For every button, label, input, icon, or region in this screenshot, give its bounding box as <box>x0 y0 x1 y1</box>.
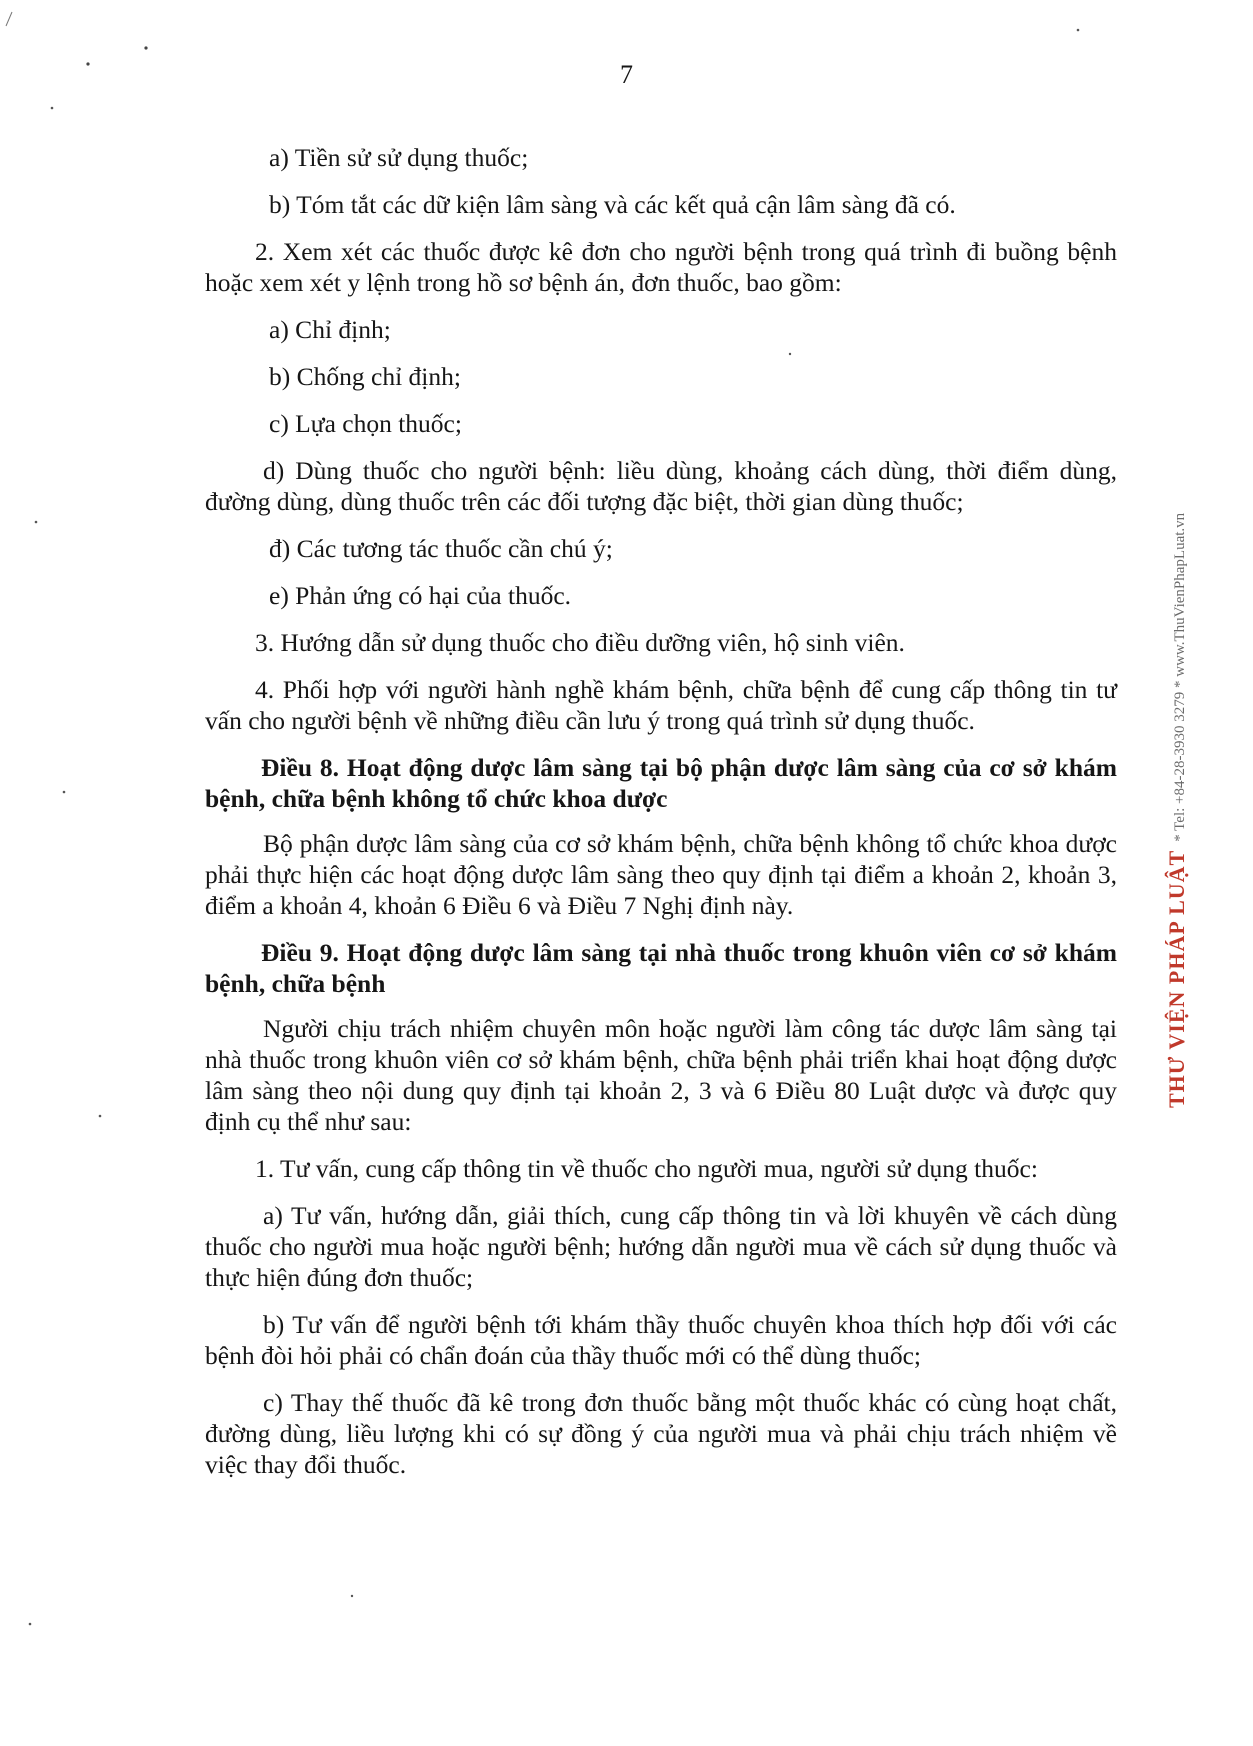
paragraph: 3. Hướng dẫn sử dụng thuốc cho điều dưỡng viên, hộ sinh viên. <box>255 628 905 657</box>
watermark-brand: THƯ VIỆN PHÁP LUẬT <box>1164 849 1189 1108</box>
watermark-contact: * Tel: +84-28-3930 3279 * www.ThuVienPhapLuat.vn <box>1172 512 1188 842</box>
speck <box>1077 29 1080 32</box>
watermark <box>1162 512 1192 1109</box>
article-heading: Điều 8. Hoạt động dược lâm sàng tại bộ phận dược lâm sàng của cơ sở khám bệnh, chữa bệnh không tổ chức khoa dược <box>205 753 1117 813</box>
paragraph: đ) Các tương tác thuốc cần chú ý; <box>269 534 613 563</box>
article-heading: Điều 9. Hoạt động dược lâm sàng tại nhà thuốc trong khuôn viên cơ sở khám bệnh, chữa bệnh <box>205 938 1117 998</box>
speck <box>29 1623 32 1626</box>
paragraph: d) Dùng thuốc cho người bệnh: liều dùng, khoảng cách dùng, thời điểm dùng, đường dùng, dùng thuốc trên các đối tượng đặc biệt, thời gian dùng thuốc; <box>205 456 1117 516</box>
paragraph: b) Chống chỉ định; <box>269 362 461 391</box>
speck <box>51 107 54 110</box>
paragraph: a) Tư vấn, hướng dẫn, giải thích, cung cấp thông tin và lời khuyên về cách dùng thuốc cho người mua hoặc người bệnh; hướng dẫn người mua về cách sử dụng thuốc và thực hiện đúng đơn thuốc; <box>205 1201 1117 1292</box>
page-number: 7 <box>620 60 633 89</box>
paragraph: 2. Xem xét các thuốc được kê đơn cho người bệnh trong quá trình đi buồng bệnh hoặc xem xét y lệnh trong hồ sơ bệnh án, đơn thuốc, bao gồm: <box>205 237 1117 297</box>
paragraph: a) Chỉ định; <box>269 315 391 344</box>
speck <box>144 46 147 49</box>
paragraph: b) Tư vấn để người bệnh tới khám thầy thuốc chuyên khoa thích hợp đối với các bệnh đòi hỏi phải có chẩn đoán của thầy thuốc mới có thể dùng thuốc; <box>205 1310 1117 1370</box>
paragraph: a) Tiền sử sử dụng thuốc; <box>269 143 529 172</box>
paragraph: c) Thay thế thuốc đã kê trong đơn thuốc bằng một thuốc khác có cùng hoạt chất, đường dùng, liều lượng khi có sự đồng ý của người mua và phải chịu trách nhiệm về việc thay đổi thuốc. <box>205 1388 1117 1479</box>
paragraph: Bộ phận dược lâm sàng của cơ sở khám bệnh, chữa bệnh không tổ chức khoa dược phải thực hiện các hoạt động dược lâm sàng theo quy định tại điểm a khoản 2, khoản 3, điểm a khoản 4, khoản 6 Điều 6 và Điều 7 Nghị định này. <box>205 829 1117 920</box>
speck <box>99 1115 102 1118</box>
speck <box>6 12 12 26</box>
paragraph: c) Lựa chọn thuốc; <box>269 409 462 438</box>
document-body <box>205 142 1117 1496</box>
paragraph: 1. Tư vấn, cung cấp thông tin về thuốc cho người mua, người sử dụng thuốc: <box>255 1154 1038 1183</box>
speck <box>351 1595 353 1597</box>
speck <box>35 521 38 524</box>
paragraph: e) Phản ứng có hại của thuốc. <box>269 581 572 610</box>
paragraph: b) Tóm tắt các dữ kiện lâm sàng và các kết quả cận lâm sàng đã có. <box>269 190 956 219</box>
paragraph: Người chịu trách nhiệm chuyên môn hoặc người làm công tác dược lâm sàng tại nhà thuốc trong khuôn viên cơ sở khám bệnh, chữa bệnh phải triển khai hoạt động dược lâm sàng theo nội dung quy định tại khoản 2, 3 và 6 Điều 80 Luật dược và được quy định cụ thể như sau: <box>205 1014 1117 1136</box>
speck <box>63 791 66 794</box>
paragraph: 4. Phối hợp với người hành nghề khám bệnh, chữa bệnh để cung cấp thông tin tư vấn cho người bệnh về những điều cần lưu ý trong quá trình sử dụng thuốc. <box>205 675 1117 735</box>
